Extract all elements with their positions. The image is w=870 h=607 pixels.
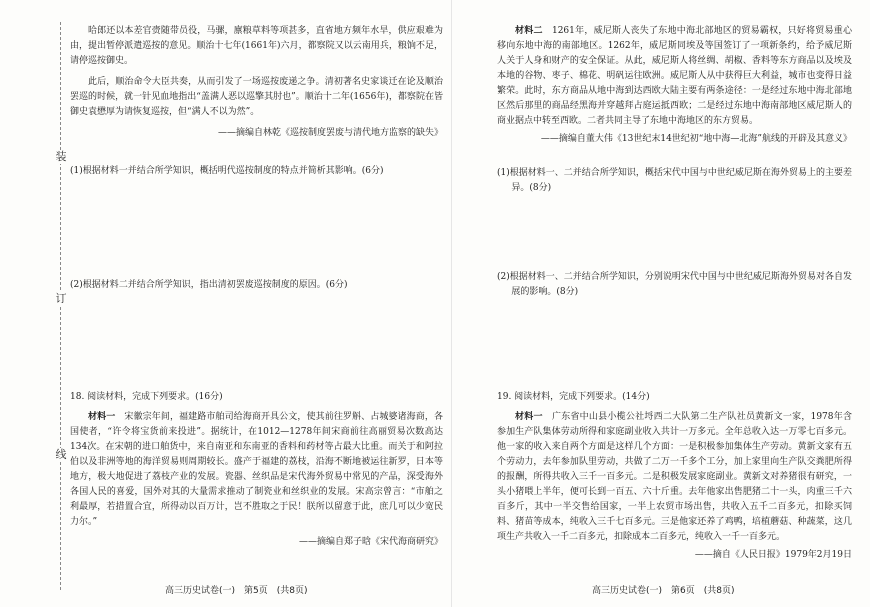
binding-label-xian: 线 <box>55 448 67 461</box>
q18-material2-label: 材料二 <box>515 26 543 36</box>
q18-material2-text: 1261年，威尼斯人丧失了东地中海北部地区的贸易霸权，只好将贸易重心移向东地中海的南部地区。1262年，威尼斯同埃及等国签订了一项新条约，给予威尼斯人关于人身和财产的安全保证。从此，威尼斯人将丝绸、胡椒、香料等东方商品以及埃及本地的谷物、枣子、棉花、明矾运往欧洲。威尼斯人从中获得巨大利益，城市也变得日益繁荣。此时，东方商品从地中海到达西欧大陆主要有两条途径：一是经过东地中海北部地区然后那里的商品经黑海并穿越拜占庭运抵西欧；二是经过东地中海南部地区威尼斯人的商业据点中转至西欧。二者共同主导了东地中海地区的东方贸易。 <box>497 26 852 126</box>
material2-source: ——摘编自林乾《巡按制度罢废与清代地方监察的缺失》 <box>217 128 443 138</box>
q17-part2 <box>70 278 443 293</box>
q18-material2-paragraph <box>497 24 852 129</box>
q18-part2-text: (2)根据材料一、二并结合所学知识，分别说明宋代中国与中世纪威尼斯海外贸易对各自发展的影响。(8分) <box>497 272 852 297</box>
material2-paragraph-1: 哈郎还以本差官赍随带员役，马骡，廪粮草料等项甚多，直省地方频年水旱，供应艰难为由，提出暂停派遣巡按的意见。顺治十七年(1661年)六月，都察院又以云南用兵，粮饷不足，请停巡按御史。 <box>70 26 443 66</box>
q18-material1-text: 宋徽宗年间，福建路市舶司给海商开具公文，使其前往罗斛、占城婆诸海商，各国使者，“许令将宝货前来投进”。据统计，在1012—1278年间宋商前往高丽贸易次数高达134次。在宋朝的进口舶货中，来自南亚和东南亚的香料和药材等占最大比重。而关于和阿拉伯以及非洲等地的海洋贸易则周期较长。盛产于福建的荔枝，沿海不断地被运往新罗，日本等地方，极大地促进了荔枝产业的发展。瓷器、丝织品是宋代海外贸易中常见的产品，深受海外各国人民的喜爱，国外对其的大量需求推动了制瓷业和丝织业的发展。宋高宗曾言：“市舶之利最厚，若措置合宜，所得动以百万计，岂不胜取之于民！朕所以留意于此，庶几可以少宽民力尔。” <box>70 412 443 527</box>
footer-page-6: 高三历史试卷(一) 第6页 (共8页) <box>592 586 735 596</box>
binding-label-zhuang: 装 <box>55 150 67 163</box>
material2-paragraph-2: 此后，顺治命令大臣共奏，从而引发了一场巡按废递之争。清初著名史家谈迁在论及顺治罢巡的时候，就一针见血地指出“盖满人恶以巡擎其肘也”。顺治十二年(1656年)，都察院在皆御史袁懋厚为请恢复巡按，但“满人不以为然”。 <box>70 77 443 117</box>
q18-section <box>70 390 443 550</box>
binding-label-ding: 订 <box>55 292 67 305</box>
q18-material2 <box>497 24 852 147</box>
q19-material1 <box>497 410 852 545</box>
binding-line <box>60 22 62 590</box>
q17-material2-tail <box>70 24 443 141</box>
q18-part1 <box>497 166 852 196</box>
q19-material1-source: ——摘自《人民日报》1979年2月19日 <box>694 550 852 560</box>
q17-part2-text: (2)根据材料二并结合所学知识，指出清初罢废巡按制度的原因。(6分) <box>70 280 348 290</box>
page-5 <box>70 0 443 607</box>
page-divider <box>451 0 452 607</box>
q18-material1-source: ——摘编自郑子晗《宋代海商研究》 <box>298 537 443 547</box>
q18-part2 <box>497 270 852 300</box>
q19-section <box>497 390 852 563</box>
q18-material2-source: ——摘编自董大伟《13世纪末14世纪初“地中海—北海”航线的开辟及其意义》 <box>540 134 852 144</box>
q18-part1-text: (1)根据材料一、二并结合所学知识，概括宋代中国与中世纪威尼斯在海外贸易上的主要差异。(8分) <box>497 168 852 193</box>
q18-material1-label: 材料一 <box>88 412 116 422</box>
q18-material1 <box>70 410 443 530</box>
page-6 <box>497 0 852 607</box>
q18-intro: 18. 阅读材料，完成下列要求。(16分) <box>70 392 223 402</box>
q17-part1-text: (1)根据材料一并结合所学知识，概括明代巡按制度的特点并简析其影响。(6分) <box>70 166 384 176</box>
q19-material1-label: 材料一 <box>515 412 543 422</box>
footer-page-5: 高三历史试卷(一) 第5页 (共8页) <box>165 586 308 596</box>
q19-material1-text: 广东省中山县小榄公社埒西二大队第二生产队社员黄新文一家，1978年含参加生产队集体劳动所得和家庭副业收入共计一万多元。全年总收入达一万零七百多元。他一家的收入来自两个方面是这样几个方面：一是积极参加集体生产劳动。黄新文家有五个劳动力，去年参加队里劳动，共做了二万一千多个工分，加上家里向生产队交粪肥所得的报酬，所得共收入三千一百多元。二是积极发展家庭副业。黄新文对养猪很有研究，一头小猪喂上半年，便可长到一百五、六十斤重。去年他家出售肥猪二十一头，肉重三千六百多斤，其中一半交售给国家，一半上农贸市场出售，共收入五千二百多元，扣除买饲料、猪苗等成本，纯收入三千七百多元。三是他家还养了鸡鸭，培植蘑菇、种蔬菜，这几项生产共收入一千二百多元，扣除成本二百多元，纯收入一千一百多元。 <box>497 412 852 542</box>
q19-intro: 19. 阅读材料，完成下列要求。(14分) <box>497 392 650 402</box>
q17-part1 <box>70 164 443 179</box>
